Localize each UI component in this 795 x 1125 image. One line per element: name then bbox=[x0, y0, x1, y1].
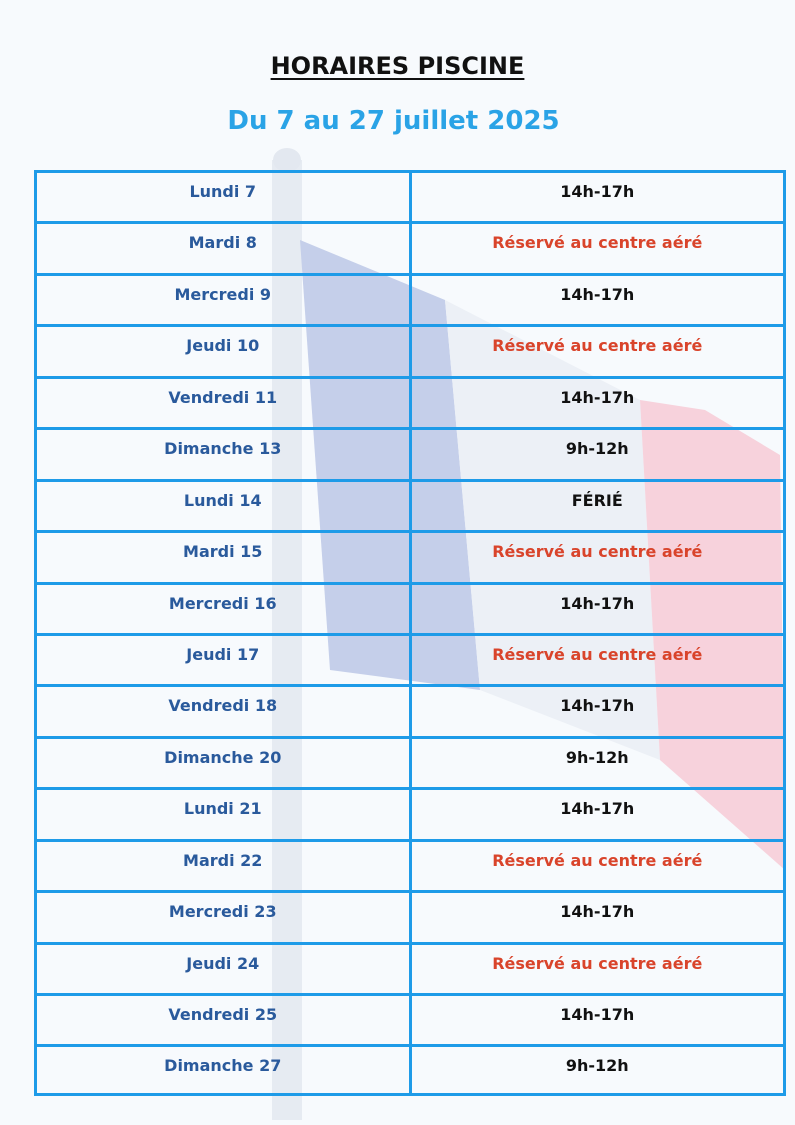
table-row bbox=[34, 324, 786, 375]
hours-cell: 14h-17h bbox=[409, 585, 787, 633]
day-cell: Jeudi 10 bbox=[34, 327, 409, 375]
hours-cell: 9h-12h bbox=[409, 430, 787, 478]
table-row bbox=[34, 684, 786, 735]
day-cell: Jeudi 17 bbox=[34, 636, 409, 684]
day-cell: Mercredi 9 bbox=[34, 276, 409, 324]
table-row bbox=[34, 427, 786, 478]
hours-cell: 14h-17h bbox=[409, 276, 787, 324]
hours-cell: 14h-17h bbox=[409, 790, 787, 838]
table-row bbox=[34, 890, 786, 941]
reserved-cell: Réservé au centre aéré bbox=[409, 842, 787, 890]
hours-cell: 9h-12h bbox=[409, 739, 787, 787]
hours-cell: FÉRIÉ bbox=[409, 482, 787, 530]
day-cell: Mercredi 16 bbox=[34, 585, 409, 633]
hours-cell: 14h-17h bbox=[409, 687, 787, 735]
table-row bbox=[34, 839, 786, 890]
schedule-table bbox=[34, 170, 786, 1096]
table-row bbox=[34, 1044, 786, 1095]
day-cell: Jeudi 24 bbox=[34, 945, 409, 993]
table-row bbox=[34, 582, 786, 633]
reserved-cell: Réservé au centre aéré bbox=[409, 533, 787, 581]
table-row bbox=[34, 993, 786, 1044]
table-row bbox=[34, 787, 786, 838]
hours-cell: 14h-17h bbox=[409, 996, 787, 1044]
day-cell: Mardi 15 bbox=[34, 533, 409, 581]
hours-cell: 14h-17h bbox=[409, 173, 787, 221]
day-cell: Dimanche 20 bbox=[34, 739, 409, 787]
page-title: HORAIRES PISCINE bbox=[270, 52, 525, 80]
table-row bbox=[34, 273, 786, 324]
table-row bbox=[34, 170, 786, 221]
table-row bbox=[34, 479, 786, 530]
reserved-cell: Réservé au centre aéré bbox=[409, 636, 787, 684]
table-row bbox=[34, 221, 786, 272]
page-subtitle: Du 7 au 27 juillet 2025 bbox=[227, 106, 560, 136]
day-cell: Mardi 8 bbox=[34, 224, 409, 272]
day-cell: Lundi 7 bbox=[34, 173, 409, 221]
reserved-cell: Réservé au centre aéré bbox=[409, 224, 787, 272]
table-row bbox=[34, 530, 786, 581]
flag-pole-finial bbox=[273, 148, 301, 172]
day-cell: Vendredi 11 bbox=[34, 379, 409, 427]
day-cell: Vendredi 18 bbox=[34, 687, 409, 735]
table-row bbox=[34, 376, 786, 427]
day-cell: Dimanche 13 bbox=[34, 430, 409, 478]
hours-cell: 9h-12h bbox=[409, 1047, 787, 1092]
day-cell: Lundi 21 bbox=[34, 790, 409, 838]
day-cell: Mardi 22 bbox=[34, 842, 409, 890]
day-cell: Lundi 14 bbox=[34, 482, 409, 530]
day-cell: Mercredi 23 bbox=[34, 893, 409, 941]
table-row bbox=[34, 942, 786, 993]
hours-cell: 14h-17h bbox=[409, 893, 787, 941]
day-cell: Vendredi 25 bbox=[34, 996, 409, 1044]
table-row bbox=[34, 633, 786, 684]
day-cell: Dimanche 27 bbox=[34, 1047, 409, 1092]
hours-cell: 14h-17h bbox=[409, 379, 787, 427]
table-row bbox=[34, 736, 786, 787]
reserved-cell: Réservé au centre aéré bbox=[409, 945, 787, 993]
reserved-cell: Réservé au centre aéré bbox=[409, 327, 787, 375]
